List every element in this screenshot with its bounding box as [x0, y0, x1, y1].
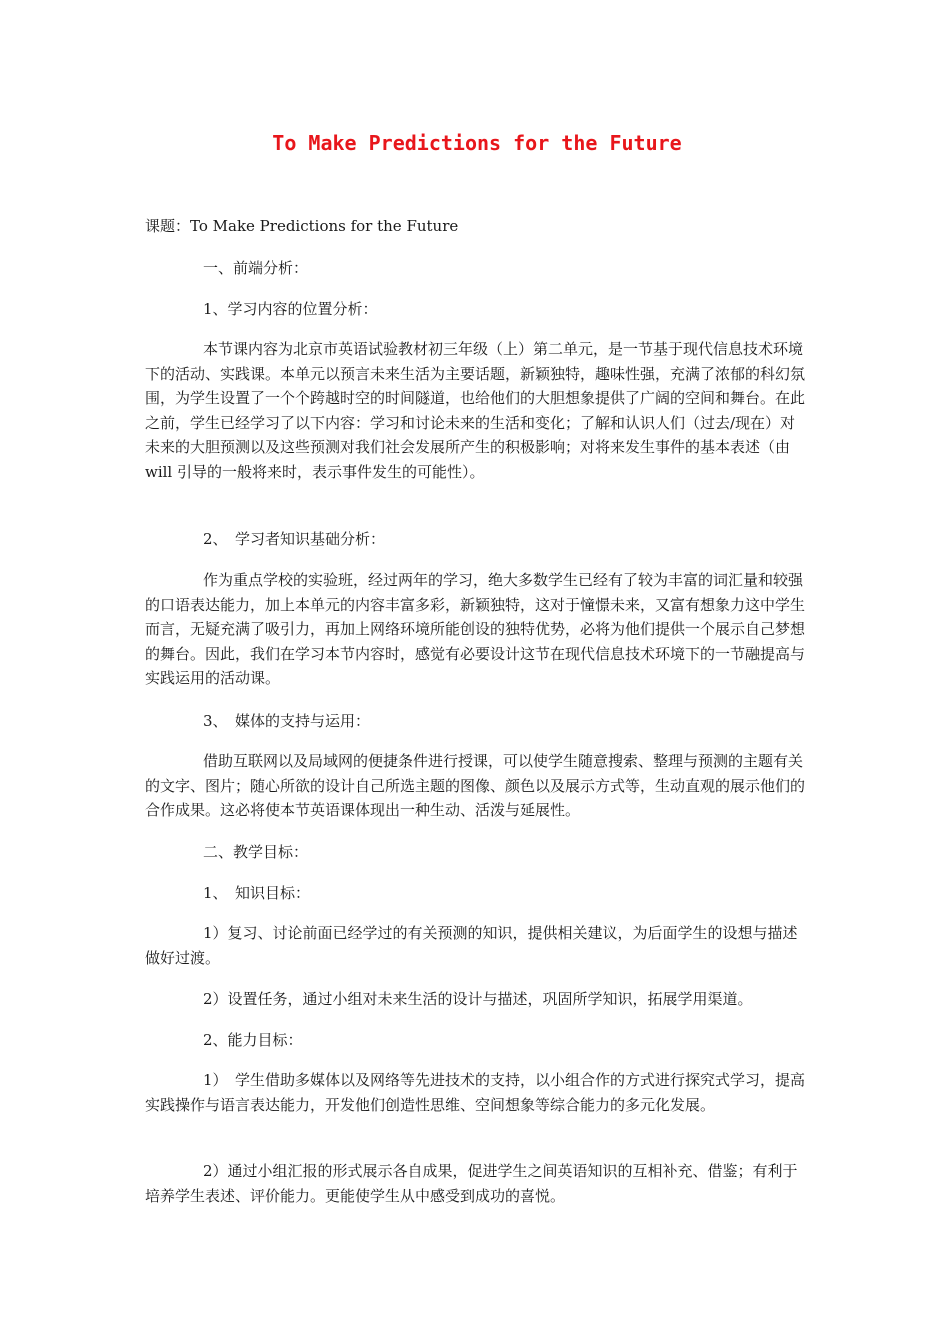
media-support-paragraph: 借助互联网以及局域网的便捷条件进行授课，可以使学生随意搜索、整理与预测的主题有关的文字、图片；随心所欲的设计自己所选主题的图像、颜色以及展示方式等，生动直观的展示他们的合作成果。这必将使本节英语课体现出一种生动、活泼与延展性。: [145, 752, 806, 819]
media-support-heading: 3、 媒体的支持与运用：: [203, 712, 371, 730]
knowledge-objective-item-2: 2）设置任务，通过小组对未来生活的设计与描述，巩固所学知识，拓展学用渠道。: [203, 990, 753, 1008]
ability-objective-item-2: 2）通过小组汇报的形式展示各自成果，促进学生之间英语知识的互相补充、借鉴；有利于培养学生表述、评价能力。更能使学生从中感受到成功的喜悦。: [145, 1162, 798, 1205]
content-position-heading: 1、学习内容的位置分析：: [203, 300, 378, 318]
knowledge-objective-heading: 1、 知识目标：: [203, 884, 311, 902]
ability-objective-heading: 2、能力目标：: [203, 1031, 303, 1049]
content-position-paragraph: 本节课内容为北京市英语试验教材初三年级（上）第二单元，是一节基于现代信息技术环境下的活动、实践课。本单元以预言未来生活为主要话题，新颖独特，趣味性强，充满了浓郁的科幻氛围，为学生设置了一个个跨越时空的时间隧道，也给他们的大胆想象提供了广阔的空间和舞台。在此之前，学生已经学习了以下内容：学习和讨论未来的生活和变化；了解和认识人们（过去/现在）对未来的大胆预测以及这些预测对我们社会发展所产生的积极影响；对将来发生事件的基本表述（由 will 引导的一般将来时，表示事件发生的可能性）。: [145, 340, 806, 481]
learner-basis-heading: 2、 学习者知识基础分析：: [203, 530, 386, 548]
section-heading-analysis: 一、前端分析：: [203, 259, 309, 277]
section-heading-objectives: 二、教学目标：: [203, 843, 309, 861]
learner-basis-paragraph: 作为重点学校的实验班，经过两年的学习，绝大多数学生已经有了较为丰富的词汇量和较强的口语表达能力，加上本单元的内容丰富多彩，新颖独特，这对于憧憬未来，又富有想象力这中学生而言，无疑充满了吸引力，再加上网络环境所能创设的独特优势，必将为他们提供一个展示自己梦想的舞台。因此，我们在学习本节内容时，感觉有必要设计这节在现代信息技术环境下的一节融提高与实践运用的活动课。: [145, 571, 806, 687]
subject-line: 课题：To Make Predictions for the Future: [145, 217, 459, 235]
document-title: To Make Predictions for the Future: [272, 131, 682, 155]
knowledge-objective-item-1: 1）复习、讨论前面已经学过的有关预测的知识，提供相关建议，为后面学生的设想与描述做好过渡。: [145, 924, 798, 967]
ability-objective-item-1: 1） 学生借助多媒体以及网络等先进技术的支持，以小组合作的方式进行探究式学习，提高实践操作与语言表达能力，开发他们创造性思维、空间想象等综合能力的多元化发展。: [145, 1071, 806, 1114]
